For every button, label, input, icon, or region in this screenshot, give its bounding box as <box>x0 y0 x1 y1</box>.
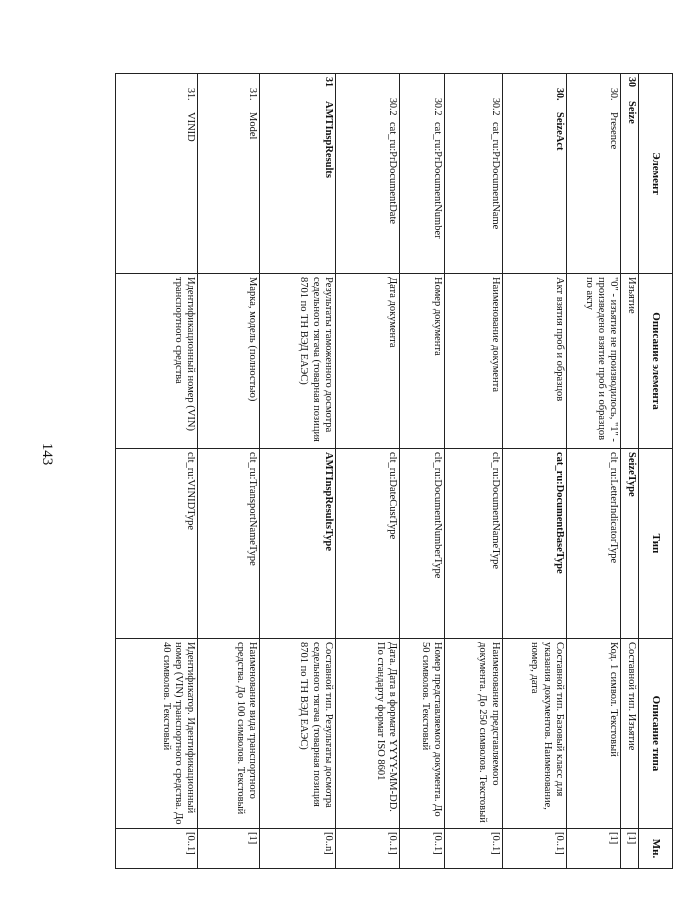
element-desc-cell: Дата документа <box>335 274 399 449</box>
table-row <box>198 74 260 869</box>
type-cell: cat_ru:DocumentBaseType <box>502 449 566 639</box>
type-desc-cell: Дата. Дата в формате YYYY-MM-DD. По стандарту формат ISO 8601 <box>335 639 399 829</box>
table-row <box>335 74 399 869</box>
mn-cell: [0..1] <box>445 829 502 869</box>
type-desc-cell: Код. 1 символ. Текстовый <box>566 639 621 829</box>
element-name: cat_ru:PrDocumentDate <box>386 122 398 225</box>
spec-table <box>115 73 673 869</box>
element-desc-cell: Изъятие <box>621 274 638 449</box>
type-desc-cell: Наименование представляемого документа. До 250 символов. Текстовый <box>445 639 502 829</box>
type-cell: clt_ru:TransportNameType <box>198 449 260 639</box>
table-row <box>445 74 502 869</box>
type-desc-cell: Номер представляемого документа. До 50 символов. Текстовый <box>399 639 445 829</box>
element-cell: 30. SeizeAct <box>502 74 566 274</box>
element-desc-cell: Акт взятия проб и образцов <box>502 274 566 449</box>
element-name: cat_ru:PrDocumentNumber <box>432 122 444 239</box>
mn-cell: [0..1] <box>502 829 566 869</box>
element-name: VINID <box>185 112 197 142</box>
page-number: 143 <box>39 442 55 466</box>
type-desc-cell: Идентификатор. Идентификационный номер (VIN) транспортного средства. До 40 символов. Текстовый <box>116 639 198 829</box>
mn-cell: [0..1] <box>335 829 399 869</box>
element-desc-cell: Идентификационный номер (VIN) транспортного средства <box>116 274 198 449</box>
header-type-desc: Описание типа <box>638 639 672 829</box>
element-name: Model <box>247 112 259 140</box>
header-mn: Мн. <box>638 829 672 869</box>
element-cell: 30.2 cat_ru:PrDocumentDate <box>335 74 399 274</box>
table-row <box>116 74 198 869</box>
element-cell: 30 Seize <box>621 74 638 274</box>
element-cell: 30. Presence <box>566 74 621 274</box>
element-desc-cell: Результаты таможенного досмотра седельного тягача (товарная позиция 8701 по ТН ВЭД ЕАЭС) <box>260 274 335 449</box>
header-element: Элемент <box>638 74 672 274</box>
element-cell: 30.2 cat_ru:PrDocumentName <box>445 74 502 274</box>
type-cell: AMTInspResultsType <box>260 449 335 639</box>
element-name: SeizeAct <box>553 112 565 151</box>
element-cell: 31. VINID <box>116 74 198 274</box>
element-desc-cell: Номер документа <box>399 274 445 449</box>
type-desc-cell: Составной тип. Изъятие <box>621 639 638 829</box>
element-name: AMTInspResults <box>322 101 334 179</box>
rotated-table-container <box>115 73 673 868</box>
type-cell: clt_ru:VINIDType <box>116 449 198 639</box>
type-cell: clt_ru:DocumentNameType <box>445 449 502 639</box>
type-desc-cell: Составной тип. Базовый класс для указания документов. Наименование, номер, дата <box>502 639 566 829</box>
element-cell: 31. Model <box>198 74 260 274</box>
table-row <box>566 74 621 869</box>
element-name: Presence <box>608 112 620 150</box>
type-cell: clt_ru:DateCustType <box>335 449 399 639</box>
mn-cell: [0..n] <box>260 829 335 869</box>
element-cell: 30.2 cat_ru:PrDocumentNumber <box>399 74 445 274</box>
table-row <box>260 74 335 869</box>
element-desc-cell: Наименование документа <box>445 274 502 449</box>
table-row <box>502 74 566 869</box>
type-cell: clt_ru:DocumentNumberType <box>399 449 445 639</box>
table-row <box>399 74 445 869</box>
mn-cell: [0..1] <box>116 829 198 869</box>
type-desc-cell: Наименование вида транспортного средства. До 100 символов. Текстовый <box>198 639 260 829</box>
header-element-desc: Описание элемента <box>638 274 672 449</box>
element-name: Seize <box>625 101 637 124</box>
element-name: cat_ru:PrDocumentName <box>489 122 501 230</box>
mn-cell: [1] <box>566 829 621 869</box>
mn-cell: [0..1] <box>399 829 445 869</box>
type-cell: SeizeType <box>621 449 638 639</box>
mn-cell: [1] <box>621 829 638 869</box>
element-desc-cell: "0" - изъятие не производилось, "1" - произведено взятие проб и образцов по акту <box>566 274 621 449</box>
header-type: Тип <box>638 449 672 639</box>
table-rotator <box>115 73 673 868</box>
mn-cell: [1] <box>198 829 260 869</box>
type-desc-cell: Составной тип. Результаты досмотра седельного тягача (товарная позиция 8701 по ТН ВЭД ЕАЭС) <box>260 639 335 829</box>
type-cell: clt_ru:LetterIndicatorType <box>566 449 621 639</box>
table-row <box>621 74 638 869</box>
element-cell: 31 AMTInspResults <box>260 74 335 274</box>
table-header-row <box>638 74 672 869</box>
element-desc-cell: Марка, модель (полностью) <box>198 274 260 449</box>
